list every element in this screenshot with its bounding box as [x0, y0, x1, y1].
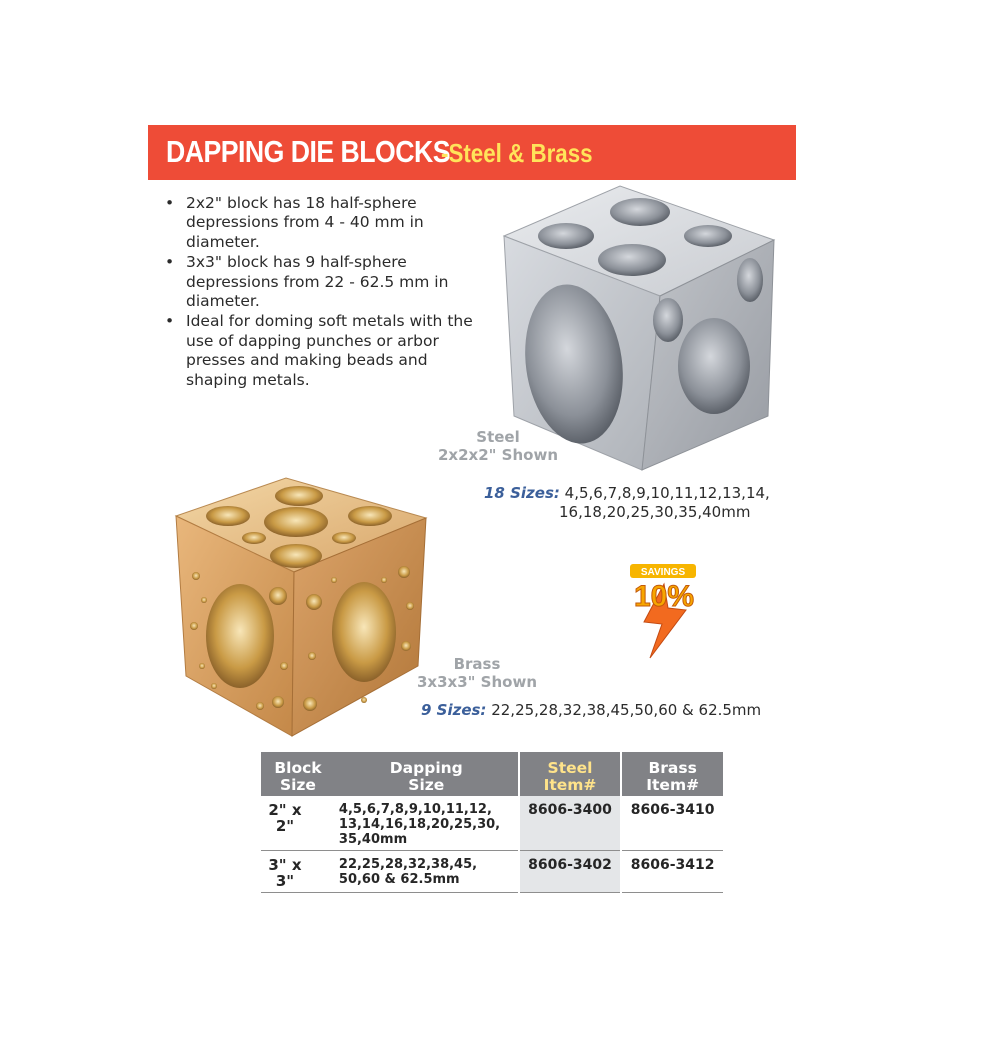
brass-sizes-value: 22,25,28,32,38,45,50,60 & 62.5mm — [491, 701, 762, 719]
table-row — [261, 851, 723, 893]
dapping-size-line: 13,14,16,18,20,25,30, — [338, 817, 501, 832]
dapping-size-line: 4,5,6,7,8,9,10,11,12, — [338, 802, 492, 817]
dapping-size-line: 35,40mm — [338, 832, 408, 847]
table-row — [261, 796, 723, 851]
brass-sizes-label: 9 Sizes: — [421, 701, 487, 719]
header-text: Size — [279, 776, 316, 794]
brass-block-image — [174, 476, 434, 738]
savings-value: 10% — [633, 580, 695, 613]
feature-item: • 2x2" block has 18 half-sphere depressions from 4 - 40 mm in diameter. — [165, 194, 485, 252]
savings-label: SAVINGS — [640, 567, 686, 578]
brass-sizes — [421, 701, 761, 720]
steel-sizes-label: 18 Sizes: — [484, 484, 560, 502]
brass-item-cell: 8606-3412 — [621, 851, 723, 893]
brass-item-cell: 8606-3410 — [621, 796, 723, 851]
header-text: Steel — [547, 759, 593, 777]
steel-sizes — [484, 484, 770, 522]
spec-table-header — [261, 752, 723, 796]
steel-item-cell: 8606-3402 — [519, 851, 622, 893]
dapping-size-cell — [335, 796, 519, 851]
title-banner — [148, 125, 796, 180]
header-steel-item — [519, 752, 622, 796]
header-block-size — [261, 752, 335, 796]
header-text: Dapping — [389, 759, 463, 777]
steel-caption-shown: 2x2x2" Shown — [437, 446, 559, 464]
banner-title: DAPPING DIE BLOCKS — [166, 134, 451, 169]
header-text: Item# — [646, 776, 700, 794]
steel-sizes-line2: 16,18,20,25,30,35,40mm — [559, 503, 751, 521]
feature-item: • 3x3" block has 9 half-sphere depressions from 22 - 62.5 mm in diameter. — [165, 253, 485, 311]
feature-item: • Ideal for doming soft metals with the use of dapping punches or arbor presses and making beads and shaping metals. — [165, 312, 485, 390]
header-text: Size — [408, 776, 445, 794]
header-brass-item — [621, 752, 723, 796]
feature-list — [165, 194, 485, 391]
steel-sizes-line1: 4,5,6,7,8,9,10,11,12,13,14, — [564, 484, 770, 502]
dapping-size-line: 50,60 & 62.5mm — [338, 872, 460, 887]
brass-caption-title: Brass — [453, 655, 501, 673]
brass-caption-shown: 3x3x3" Shown — [416, 673, 538, 691]
dapping-size-line: 22,25,28,32,38,45, — [338, 857, 478, 872]
header-dapping-size — [335, 752, 519, 796]
dapping-size-cell — [335, 851, 519, 893]
steel-caption — [430, 428, 566, 464]
header-text: Block — [274, 759, 322, 777]
steel-item-cell: 8606-3400 — [519, 796, 622, 851]
steel-caption-title: Steel — [476, 428, 520, 446]
block-size-cell: 3" x 3" — [261, 851, 335, 893]
header-text: Brass — [648, 759, 697, 777]
block-size-cell: 2" x 2" — [261, 796, 335, 851]
savings-badge — [628, 562, 700, 660]
spec-table — [261, 752, 723, 893]
brass-caption — [410, 655, 544, 691]
banner-subtitle: -Steel & Brass — [441, 138, 593, 168]
header-text: Item# — [543, 776, 597, 794]
